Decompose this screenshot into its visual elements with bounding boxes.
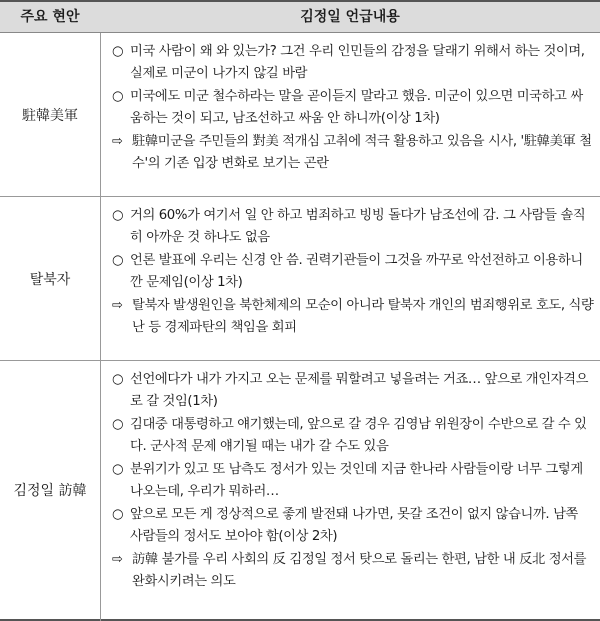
- item-text: 訪韓 불가를 우리 사회의 反 김정일 정서 탓으로 돌리는 한편, 남한 내 反北 정서를 완화시키려는 의도: [132, 552, 587, 589]
- list-item: [112, 459, 594, 503]
- row-topic: 駐韓美軍: [22, 107, 78, 124]
- bullet-icon: ○: [112, 372, 124, 387]
- row-content: [112, 41, 594, 176]
- arrow-icon: ⇨: [112, 552, 123, 567]
- item-text: 언론 발표에 우리는 신경 안 씀. 권력기관들이 그것을 까꾸로 악선전하고 이용하니깐 문제임(이상 1차): [130, 253, 583, 290]
- table-row: [0, 197, 600, 361]
- item-text: 거의 60%가 여기서 일 안 하고 범죄하고 빙빙 돌다가 남조선에 감. 그 사람들 솔직히 아까운 것 하나도 없음: [130, 208, 586, 245]
- list-item: [112, 41, 594, 85]
- table-header: [0, 0, 600, 33]
- bullet-icon: ○: [112, 44, 124, 59]
- list-item: [112, 86, 594, 130]
- arrow-icon: ⇨: [112, 134, 123, 149]
- arrow-icon: ⇨: [112, 298, 123, 313]
- bullet-icon: ○: [112, 253, 124, 268]
- row-topic: 김정일 訪韓: [13, 483, 87, 499]
- list-item: [112, 205, 594, 249]
- bullet-icon: ○: [112, 208, 124, 223]
- bullet-icon: ○: [112, 417, 124, 432]
- bullet-icon: ○: [112, 462, 124, 477]
- assessment-item: [112, 295, 594, 339]
- table-row: [0, 33, 600, 197]
- item-text: 미국 사람이 왜 와 있는가? 그건 우리 인민들의 감정을 달래기 위해서 하는 것이며, 실제로 미군이 나가지 않길 바람: [130, 44, 585, 81]
- item-text: 앞으로 모든 게 정상적으로 좋게 발전돼 나가면, 못갈 조건이 없지 않습니까. 남쪽 사람들의 정서도 보아야 함(이상 2차): [130, 507, 578, 544]
- row-topic: 탈북자: [29, 271, 71, 288]
- item-text: 탈북자 발생원인을 북한체제의 모순이 아니라 탈북자 개인의 범죄행위로 호도, 식량난 등 경제파탄의 책임을 회피: [132, 298, 594, 335]
- item-text: 駐韓미군을 주민들의 對美 적개심 고취에 적극 활용하고 있음을 시사, '駐韓美軍 철수'의 기존 입장 변화로 보기는 곤란: [132, 134, 592, 171]
- item-text: 선언에다가 내가 가지고 오는 문제를 뭐할려고 넣을려는 거죠… 앞으로 개인자격으로 갈 것임(1차): [130, 372, 589, 409]
- assessment-item: [112, 549, 594, 593]
- table-row: [0, 361, 600, 621]
- row-content: [112, 369, 594, 594]
- row-content: [112, 205, 594, 340]
- bullet-icon: ○: [112, 89, 124, 104]
- list-item: [112, 414, 594, 458]
- assessment-item: [112, 131, 594, 175]
- list-item: [112, 250, 594, 294]
- item-text: 김대중 대통령하고 얘기했는데, 앞으로 갈 경우 김영남 위원장이 수반으로 갈 수 있다. 군사적 문제 얘기될 때는 내가 갈 수도 있음: [130, 417, 587, 454]
- list-item: [112, 504, 594, 548]
- list-item: [112, 369, 594, 413]
- bullet-icon: ○: [112, 507, 124, 522]
- column-divider: [100, 33, 101, 621]
- item-text: 미국에도 미군 철수하라는 말을 곧이듣지 말라고 했음. 미군이 있으면 미국하고 싸움하는 것이 되고, 남조선하고 싸움 안 하니까(이상 1차): [130, 89, 583, 126]
- header-content: 김정일 언급내용: [300, 9, 400, 25]
- item-text: 분위기가 있고 또 남측도 정서가 있는 것인데 지금 한나라 사람들이랑 너무 그렇게 나오는데, 우리가 뭐하러…: [130, 462, 583, 499]
- header-topic: 주요 현안: [20, 9, 80, 25]
